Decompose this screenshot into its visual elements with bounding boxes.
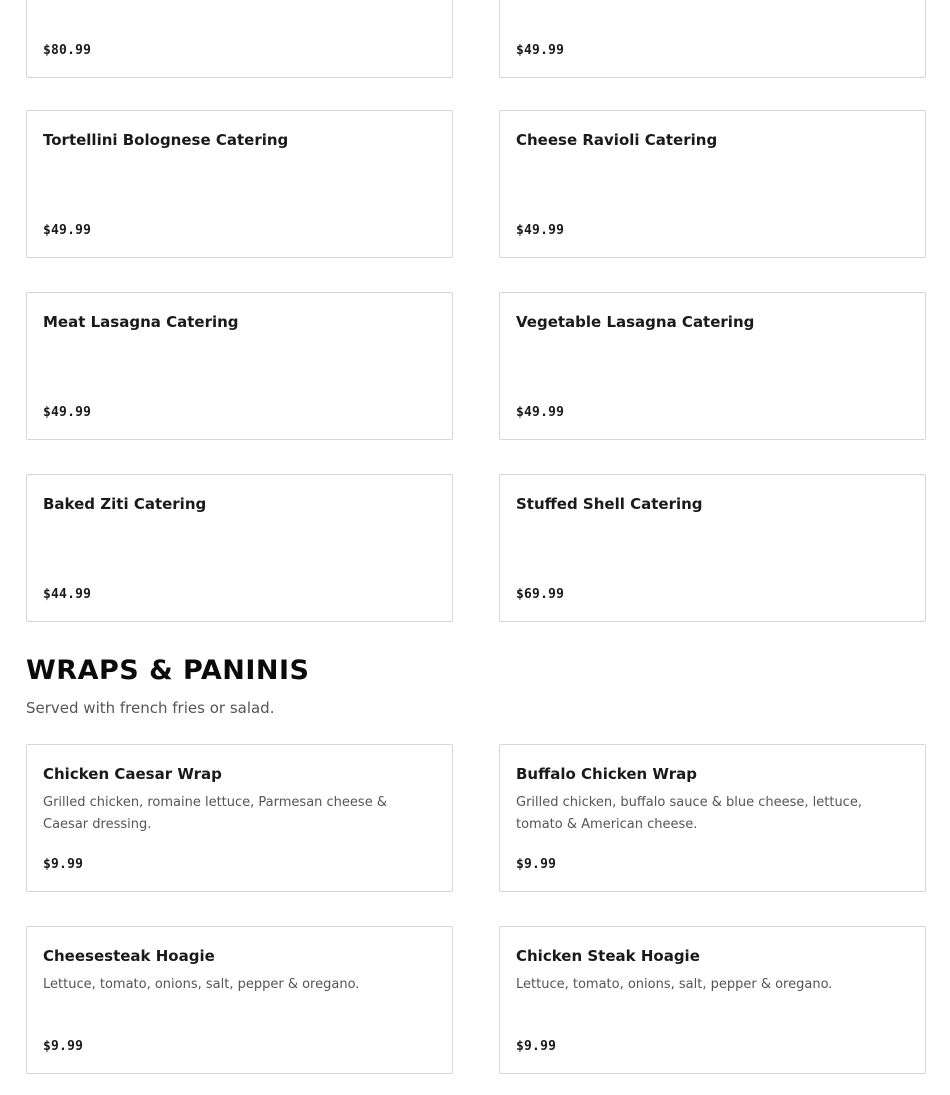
menu-item-price: $9.99 bbox=[43, 1039, 84, 1054]
menu-item-name: Tortellini Bolognese Catering bbox=[43, 131, 289, 149]
menu-item-name: Stuffed Shell Catering bbox=[516, 495, 703, 513]
menu-item-name: Chicken Caesar Wrap bbox=[43, 765, 222, 783]
menu-item-name: Baked Ziti Catering bbox=[43, 495, 207, 513]
menu-item-price: $9.99 bbox=[516, 1039, 557, 1054]
menu-item-card[interactable] bbox=[26, 292, 453, 440]
menu-item-card[interactable] bbox=[26, 744, 453, 892]
menu-item-card[interactable] bbox=[26, 926, 453, 1074]
menu-item-card[interactable] bbox=[26, 0, 453, 78]
menu-item-price: $69.99 bbox=[516, 587, 565, 602]
menu-item-card[interactable] bbox=[499, 110, 926, 258]
menu-item-card[interactable] bbox=[499, 744, 926, 892]
menu-item-price: $9.99 bbox=[43, 857, 84, 872]
menu-item-name: Vegetable Lasagna Catering bbox=[516, 313, 755, 331]
menu-item-description: Grilled chicken, buffalo sauce & blue cheese, lettuce, tomato & American cheese. bbox=[516, 795, 862, 832]
menu-item-price: $49.99 bbox=[516, 405, 565, 420]
menu-item-name: Buffalo Chicken Wrap bbox=[516, 765, 697, 783]
menu-item-card[interactable] bbox=[499, 0, 926, 78]
section-subtitle: Served with french fries or salad. bbox=[26, 699, 275, 717]
menu-item-card[interactable] bbox=[499, 926, 926, 1074]
menu-item-card[interactable] bbox=[26, 110, 453, 258]
menu-item-name: Cheese Ravioli Catering bbox=[516, 131, 718, 149]
menu-item-description: Lettuce, tomato, onions, salt, pepper & oregano. bbox=[516, 977, 833, 992]
menu-item-name: Cheesesteak Hoagie bbox=[43, 947, 215, 965]
menu-item-description: Lettuce, tomato, onions, salt, pepper & oregano. bbox=[43, 977, 360, 992]
menu-item-price: $80.99 bbox=[43, 43, 92, 58]
menu-item-card[interactable] bbox=[499, 474, 926, 622]
menu-item-price: $49.99 bbox=[516, 43, 565, 58]
section-title: WRAPS & PANINIS bbox=[26, 655, 310, 686]
menu-item-price: $49.99 bbox=[43, 405, 92, 420]
menu-item-price: $49.99 bbox=[43, 223, 92, 238]
menu-item-price: $44.99 bbox=[43, 587, 92, 602]
menu-item-price: $49.99 bbox=[516, 223, 565, 238]
menu-item-description: Grilled chicken, romaine lettuce, Parmesan cheese & Caesar dressing. bbox=[43, 795, 387, 832]
menu-item-name: Chicken Steak Hoagie bbox=[516, 947, 700, 965]
menu-item-price: $9.99 bbox=[516, 857, 557, 872]
menu-item-card[interactable] bbox=[26, 474, 453, 622]
menu-item-card[interactable] bbox=[499, 292, 926, 440]
menu-item-name: Meat Lasagna Catering bbox=[43, 313, 239, 331]
